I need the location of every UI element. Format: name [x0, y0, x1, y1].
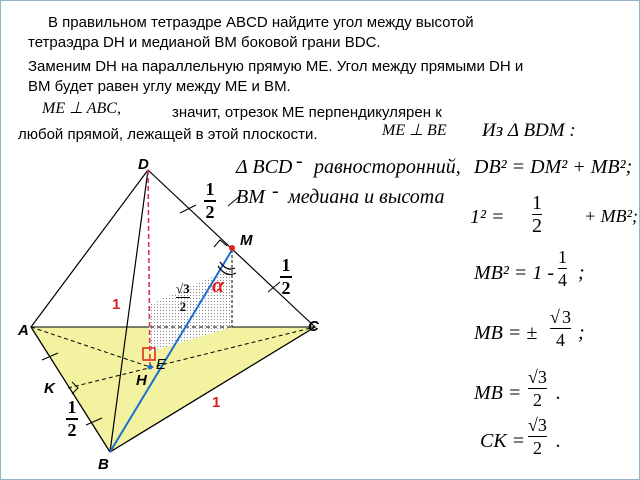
point-m: [229, 245, 235, 251]
problem-line-5: значит, отрезок ME перпендикулярен к: [172, 104, 442, 121]
eq4-fraction: √ 3 4: [550, 307, 571, 350]
eq5-left: MB =: [474, 382, 522, 404]
eq6-fraction: √3 2: [528, 415, 547, 458]
eq3-fraction: 1 4: [558, 247, 567, 290]
label-alpha: α: [212, 272, 225, 297]
problem-line-1: В правильном тетраэдре ABCD найдите угол между высотой: [48, 14, 474, 31]
half-label-kb: 1 2: [67, 397, 77, 440]
half-label-mc: 1 2: [281, 255, 291, 298]
right-angle-m: [214, 240, 227, 247]
label-c: C: [308, 318, 319, 335]
problem-line-3: Заменим DH на параллельную прямую ME. Угол между прямыми DH и: [28, 58, 524, 75]
eq6-end: .: [556, 430, 561, 452]
bm-label: BM: [236, 186, 265, 208]
point-h: [148, 365, 153, 370]
median-height-text: медиана и высота: [288, 186, 445, 208]
edge-label-1b: 1: [212, 394, 221, 411]
eq-pythagoras: DB² = DM² + MB²;: [474, 156, 633, 178]
label-m: M: [240, 232, 253, 249]
perp-formula-2: ME ⊥ BE: [382, 122, 447, 139]
dash-1: -: [296, 150, 303, 172]
label-d: D: [138, 156, 149, 173]
label-h: H: [136, 372, 147, 389]
tick-da: [180, 205, 196, 213]
equilateral-text: равносторонний,: [314, 156, 461, 178]
label-e: E: [156, 356, 167, 373]
label-k: K: [44, 380, 55, 397]
eq6-left: CK =: [480, 430, 526, 452]
eq4-left: MB = ±: [474, 322, 538, 344]
eq5-fraction: √3 2: [528, 367, 547, 410]
edge-label-1a: 1: [112, 296, 121, 313]
from-triangle-bdm: Из Δ BDM :: [482, 120, 576, 141]
problem-line-4: BM будет равен углу между ME и BM.: [28, 78, 291, 95]
eq3-end: ;: [578, 262, 585, 284]
half-label-dc: 1 2: [205, 179, 215, 222]
eq2-left: 1² =: [470, 206, 505, 228]
dash-2: -: [272, 180, 279, 202]
eq2-right: + MB²;: [584, 206, 639, 226]
problem-line-2: тетраэдра DH и медианой BM боковой грани BDC.: [28, 34, 381, 51]
problem-line-6: любой прямой, лежащей в этой плоскости.: [18, 126, 318, 143]
perp-formula: ME ⊥ ABC,: [42, 100, 121, 117]
eq2-fraction: 1 2: [532, 192, 542, 237]
sqrt3-label: √3 2: [176, 281, 190, 314]
eq4-end: ;: [578, 322, 585, 344]
eq3-left: MB² = 1 -: [474, 262, 555, 284]
label-b: B: [98, 456, 109, 473]
eq5-end: .: [556, 382, 561, 404]
label-a: A: [18, 322, 29, 339]
tick-dc-2: [268, 282, 280, 292]
triangle-bcd: Δ BCD: [236, 156, 293, 178]
